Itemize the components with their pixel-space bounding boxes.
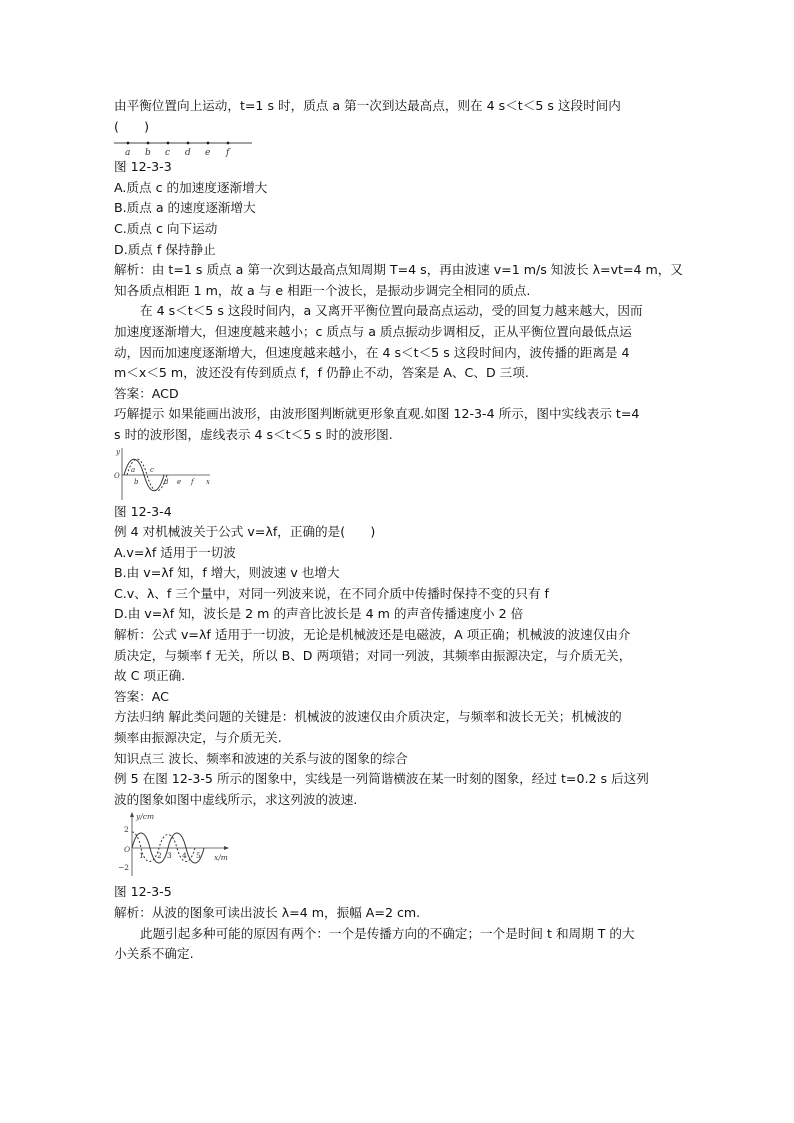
origin-label: O: [114, 471, 120, 480]
analysis-line: 解析：公式 v=λf 适用于一切波，无论是机械波还是电磁波，A 项正确；机械波的波速仅由介: [114, 627, 631, 643]
section-heading: 知识点三 波长、频率和波速的关系与波的图象的综合: [114, 750, 408, 766]
point-label-c: c: [150, 465, 154, 474]
document-body: [114, 96, 682, 965]
figure-12-3-4: [114, 446, 214, 502]
point-label-b: b: [134, 477, 139, 486]
figure-caption: 图 12-3-5: [114, 884, 172, 900]
answer-line: 答案：ACD: [114, 385, 179, 401]
figure-12-3-5: [114, 810, 234, 882]
axis-label-x: x: [206, 477, 210, 486]
figure-caption: 图 12-3-3: [114, 159, 172, 175]
analysis-line: 加速度逐渐增大，但速度越来越小；c 质点与 a 质点振动步调相反，正从平衡位置向最低点运: [114, 323, 632, 339]
analysis-line: 解析：由 t=1 s 质点 a 第一次到达最高点知周期 T=4 s，再由波速 v=1 m/s 知波长 λ=vt=4 m，又: [114, 262, 683, 278]
point-label-b: b: [145, 148, 151, 158]
axis-label-y: y: [116, 447, 120, 456]
x-tick: 2: [157, 851, 162, 861]
axis-label-y: y/cm: [136, 812, 155, 822]
point-label-e: e: [177, 477, 182, 486]
tip-line: 巧解提示 如果能画出波形，由波形图判断就更形象直观.如图 12-3-4 所示，图中实线表示 t=4: [114, 406, 640, 422]
x-tick: 1: [139, 851, 144, 861]
analysis-line: 知各质点相距 1 m，故 a 与 e 相距一个波长，是振动步调完全相同的质点.: [114, 282, 531, 298]
option-c: C.质点 c 向下运动: [114, 220, 218, 236]
point-label-d: d: [185, 148, 191, 158]
point-label-c: c: [165, 148, 171, 158]
answer-line: 答案：AC: [114, 688, 169, 704]
option-a: A.质点 c 的加速度逐渐增大: [114, 179, 268, 195]
point-label-d: d: [164, 477, 169, 486]
analysis-line: 解析：从波的图象可读出波长 λ=4 m，振幅 A=2 cm.: [114, 905, 421, 920]
point-label-f: f: [191, 477, 194, 486]
option-c: C.v、λ、f 三个量中，对同一列波来说，在不同介质中传播时保持不变的只有 f: [114, 585, 549, 601]
option-d: D.由 v=λf 知，波长是 2 m 的声音比波长是 4 m 的声音传播速度小 2 倍: [114, 606, 524, 622]
answer-blank: ( ): [114, 118, 150, 134]
point-label-a: a: [125, 148, 131, 158]
analysis-line: m＜x＜5 m，波还没有传到质点 f，f 仍静止不动，答案是 A、C、D 三项.: [114, 365, 529, 381]
analysis-line: 动，因而加速度逐渐增大，但速度越来越小，在 4 s＜t＜5 s 这段时间内，波传播的距离是 4: [114, 344, 630, 360]
analysis-line: 故 C 项正确.: [114, 668, 186, 684]
example-question: 例 4 对机械波关于公式 v=λf，正确的是( ): [114, 524, 376, 540]
option-a: A.v=λf 适用于一切波: [114, 544, 236, 560]
figure-caption: 图 12-3-4: [114, 503, 172, 519]
x-tick: 5: [196, 851, 201, 861]
analysis-line: 在 4 s＜t＜5 s 这段时间内，a 又离开平衡位置向最高点运动，受的回复力越来越大，因而: [140, 303, 643, 319]
point-label-f: f: [226, 148, 230, 158]
method-line: 频率由振源决定，与介质无关.: [114, 730, 282, 746]
option-d: D.质点 f 保持静止: [114, 241, 216, 257]
figure-12-3-3: [114, 137, 254, 157]
question-stem: 由平衡位置向上运动，t=1 s 时，质点 a 第一次到达最高点，则在 4 s＜t＜5 s 这段时间内: [114, 98, 621, 113]
y-tick-bottom: −2: [118, 863, 130, 873]
origin-label: O: [124, 845, 131, 855]
option-b: B.质点 a 的速度逐渐增大: [114, 200, 256, 216]
point-label-e: e: [205, 148, 211, 158]
analysis-line: 此题引起多种可能的原因有两个：一个是传播方向的不确定；一个是时间 t 和周期 T 的大: [140, 925, 635, 941]
analysis-line: 质决定，与频率 f 无关，所以 B、D 两项错；对同一列波，其频率由振源决定，与介质无关，: [114, 647, 632, 663]
x-tick: 3: [167, 851, 172, 861]
example-question: 波的图象如图中虚线所示，求这列波的波速.: [114, 791, 358, 807]
option-b: B.由 v=λf 知，f 增大，则波速 v 也增大: [114, 565, 340, 581]
tip-line: s 时的波形图，虚线表示 4 s＜t＜5 s 时的波形图.: [114, 426, 393, 442]
method-line: 方法归纳 解此类问题的关键是：机械波的波速仅由介质决定，与频率和波长无关；机械波的: [114, 709, 622, 725]
x-tick: 4: [182, 851, 187, 861]
example-question: 例 5 在图 12-3-5 所示的图象中，实线是一列简谐横波在某一时刻的图象，经过 t=0.2 s 后这列: [114, 771, 649, 787]
analysis-line: 小关系不确定.: [114, 946, 194, 962]
y-tick-top: 2: [124, 825, 129, 835]
point-label-a: a: [131, 465, 136, 474]
axis-label-x: x/m: [214, 853, 228, 863]
